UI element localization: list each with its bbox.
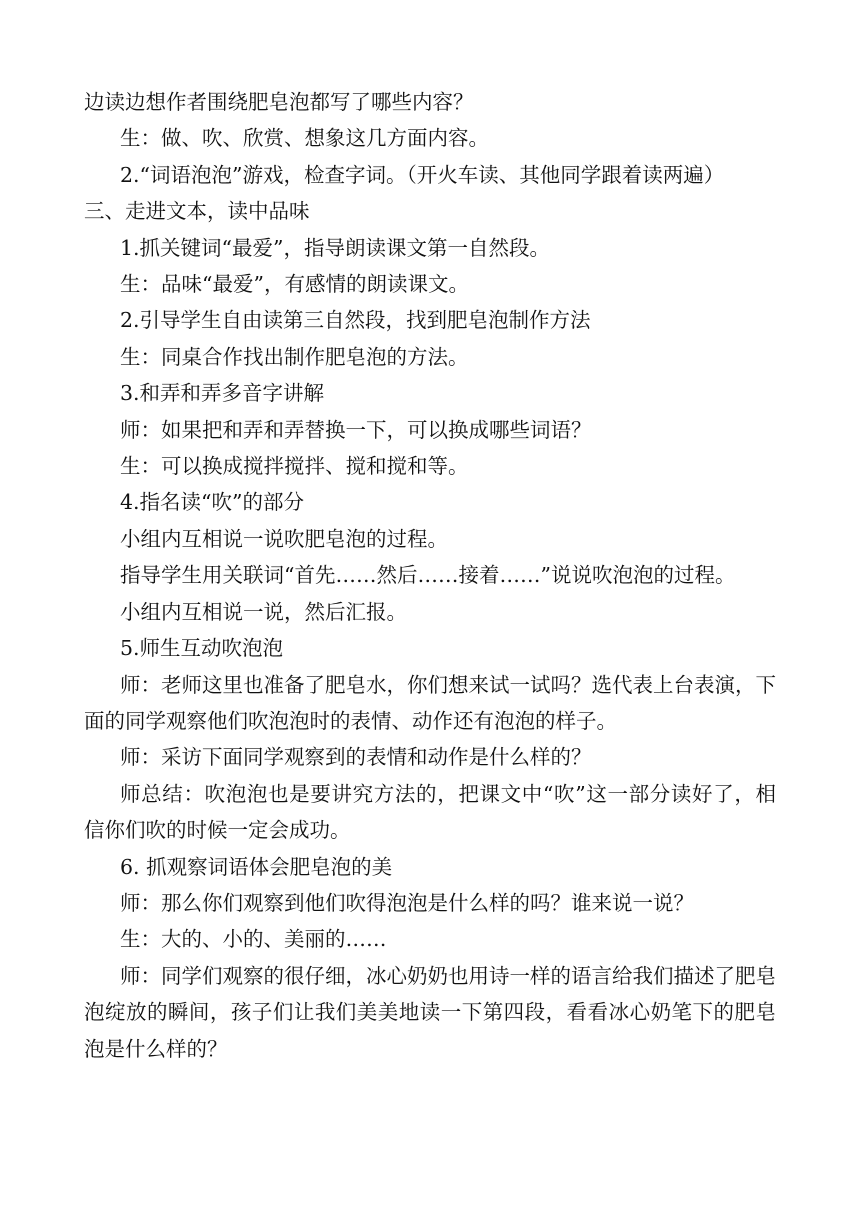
paragraph: 1.抓关键词“最爱”，指导朗读课文第一自然段。 <box>120 235 551 260</box>
paragraph: 师：采访下面同学观察到的表情和动作是什么样的？ <box>120 745 592 770</box>
paragraph: 生：可以换成搅拌搅拌、搅和搅和等。 <box>120 454 469 479</box>
paragraph: 生：大的、小的、美丽的…… <box>120 927 387 952</box>
paragraph: 师：如果把和弄和弄替换一下，可以换成哪些词语？ <box>120 417 592 442</box>
paragraph: 边读边想作者围绕肥皂泡都写了哪些内容？ <box>84 90 474 114</box>
paragraph: 2.引导学生自由读第三自然段，找到肥皂泡制作方法 <box>120 308 591 333</box>
paragraph: 师：同学们观察的很仔细，冰心奶奶也用诗一样的语言给我们描述了肥皂泡绽放的瞬间，孩子们让我们美美地读一下第四段，看看冰心奶笔下的肥皂泡是什么样的？ <box>84 963 776 1061</box>
paragraph: 生：做、吹、欣赏、想象这几方面内容。 <box>120 126 489 151</box>
paragraph: 师：那么你们观察到他们吹得泡泡是什么样的吗？谁来说一说？ <box>120 890 694 915</box>
paragraph: 指导学生用关联词“首先……然后……接着……”说说吹泡泡的过程。 <box>120 563 736 588</box>
paragraph: 6. 抓观察词语体会肥皂泡的美 <box>120 854 393 879</box>
paragraph: 2.“词语泡泡”游戏，检查字词。（开火车读、其他同学跟着读两遍） <box>120 162 725 187</box>
document-body <box>84 84 776 1067</box>
paragraph: 小组内互相说一说吹肥皂泡的过程。 <box>120 526 448 551</box>
paragraph: 5.师生互动吹泡泡 <box>120 636 284 661</box>
paragraph: 3.和弄和弄多音字讲解 <box>120 381 325 406</box>
paragraph: 师：老师这里也准备了肥皂水，你们想来试一试吗？选代表上台表演，下面的同学观察他们吹泡泡时的表情、动作还有泡泡的样子。 <box>84 672 776 733</box>
paragraph: 师总结：吹泡泡也是要讲究方法的，把课文中“吹”这一部分读好了，相信你们吹的时候一定会成功。 <box>84 781 776 843</box>
paragraph: 4.指名读“吹”的部分 <box>120 490 305 515</box>
paragraph: 生：品味“最爱”，有感情的朗读课文。 <box>120 272 469 297</box>
paragraph: 生：同桌合作找出制作肥皂泡的方法。 <box>120 344 469 369</box>
paragraph: 小组内互相说一说，然后汇报。 <box>120 599 407 624</box>
section-heading: 三、走进文本，读中品味 <box>84 199 310 224</box>
